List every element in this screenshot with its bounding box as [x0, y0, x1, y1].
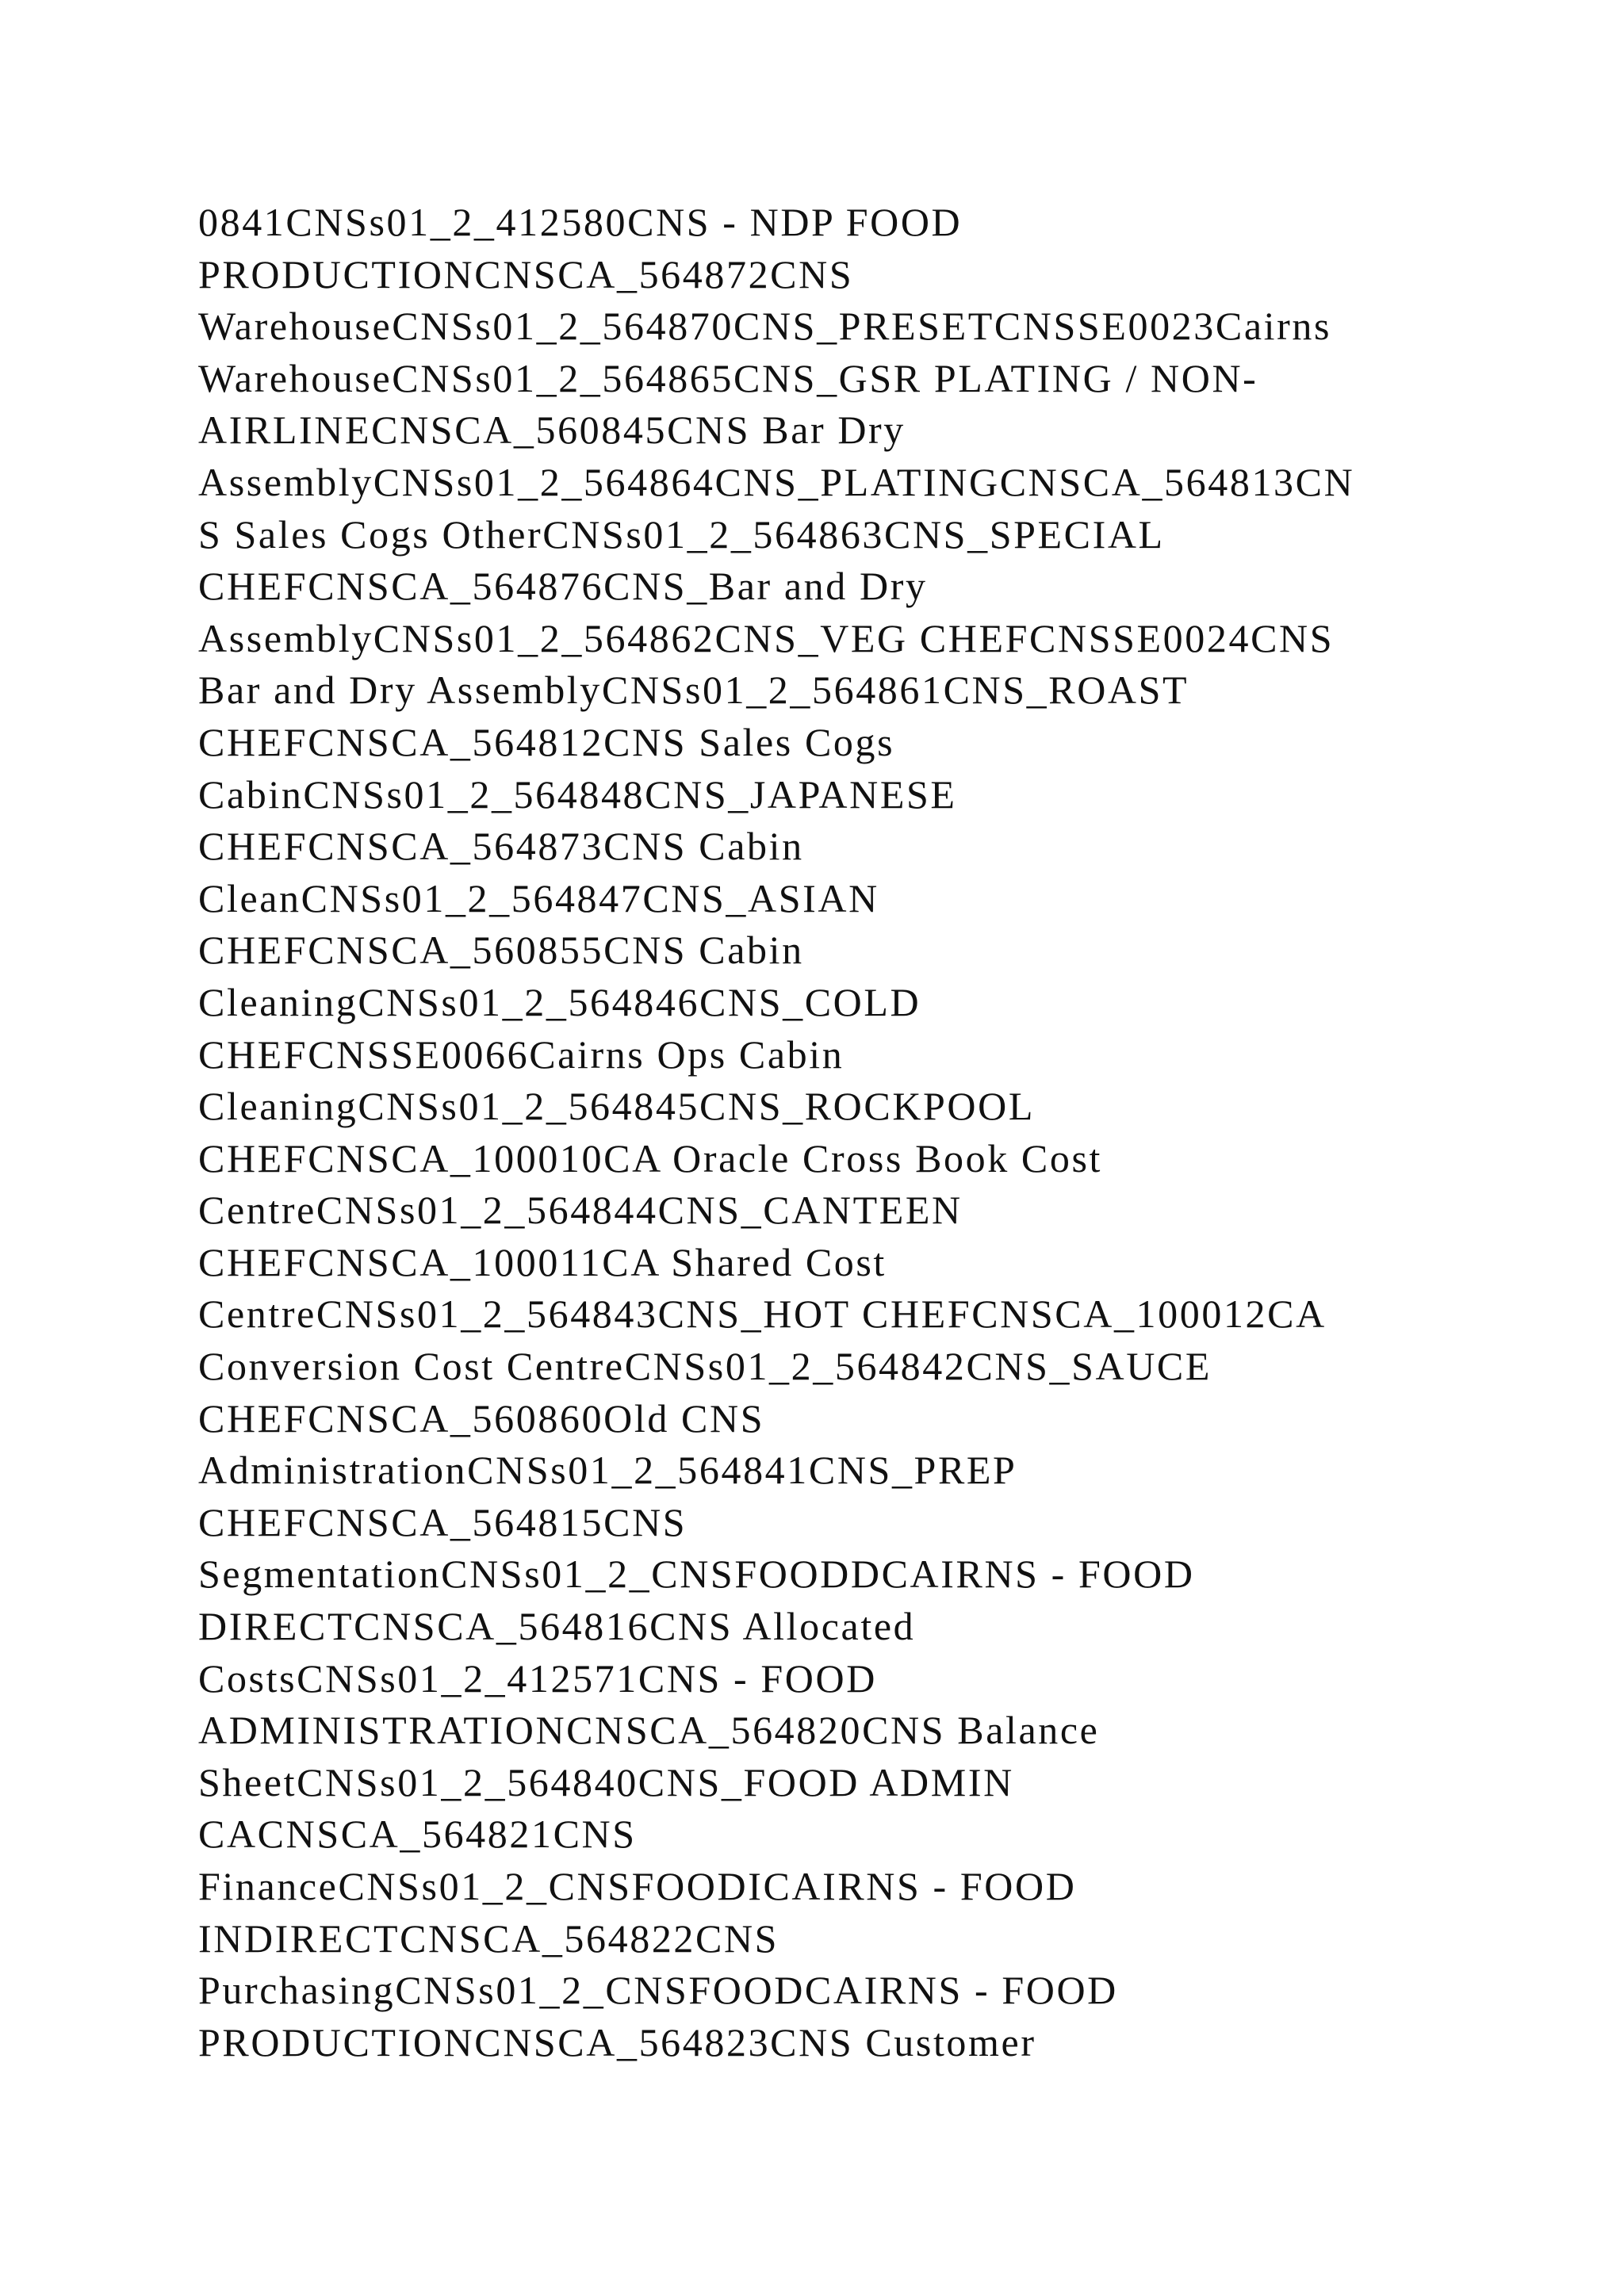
text-line: CHEFCNSSE0066Cairns Ops Cabin: [198, 1031, 845, 1077]
text-line: AdministrationCNSs01_2_564841CNS_PREP: [198, 1448, 1017, 1493]
text-line: WarehouseCNSs01_2_564870CNS_PRESETCNSSE0023Cairns: [198, 304, 1332, 349]
text-line: PRODUCTIONCNSCA_564872CNS: [198, 251, 854, 297]
text-line: CentreCNSs01_2_564843CNS_HOT CHEFCNSCA_100012CA: [198, 1292, 1327, 1337]
text-line: CleanCNSs01_2_564847CNS_ASIAN: [198, 875, 879, 920]
text-line: CleaningCNSs01_2_564845CNS_ROCKPOOL: [198, 1084, 1035, 1129]
text-line: AssemblyCNSs01_2_564864CNS_PLATINGCNSCA_564813CN: [198, 459, 1355, 504]
text-line: Conversion Cost CentreCNSs01_2_564842CNS_SAUCE: [198, 1344, 1212, 1389]
text-line: PRODUCTIONCNSCA_564823CNS Customer: [198, 2019, 1036, 2064]
text-line: CHEFCNSCA_560855CNS Cabin: [198, 928, 804, 973]
text-line: CHEFCNSCA_564873CNS Cabin: [198, 824, 804, 869]
text-line: WarehouseCNSs01_2_564865CNS_GSR PLATING / NON-: [198, 355, 1258, 400]
text-line: CHEFCNSCA_564876CNS_Bar and Dry: [198, 564, 928, 609]
text-line: AssemblyCNSs01_2_564862CNS_VEG CHEFCNSSE0024CNS: [198, 615, 1335, 660]
text-line: CHEFCNSCA_100011CA Shared Cost: [198, 1239, 887, 1284]
document-body: [198, 197, 1507, 2068]
text-line: CostsCNSs01_2_412571CNS - FOOD: [198, 1655, 877, 1701]
text-line: CHEFCNSCA_564815CNS: [198, 1499, 688, 1544]
text-line: CACNSCA_564821CNS: [198, 1812, 637, 1857]
text-line: AIRLINECNSCA_560845CNS Bar Dry: [198, 408, 906, 453]
text-line: FinanceCNSs01_2_CNSFOODICAIRNS - FOOD: [198, 1864, 1077, 1908]
text-line: CabinCNSs01_2_564848CNS_JAPANESE: [198, 771, 957, 817]
text-line: CentreCNSs01_2_564844CNS_CANTEEN: [198, 1188, 963, 1233]
text-line: 0841CNSs01_2_412580CNS - NDP FOOD: [198, 200, 963, 244]
text-line: SheetCNSs01_2_564840CNS_FOOD ADMIN: [198, 1759, 1014, 1804]
text-line: INDIRECTCNSCA_564822CNS: [198, 1915, 779, 1961]
text-line: CleaningCNSs01_2_564846CNS_COLD: [198, 979, 921, 1024]
text-line: S Sales Cogs OtherCNSs01_2_564863CNS_SPECIAL: [198, 511, 1165, 557]
text-line: PurchasingCNSs01_2_CNSFOODCAIRNS - FOOD: [198, 1968, 1118, 2013]
text-line: CHEFCNSCA_564812CNS Sales Cogs: [198, 719, 895, 764]
text-line: CHEFCNSCA_100010CA Oracle Cross Book Cost: [198, 1135, 1103, 1181]
text-line: DIRECTCNSCA_564816CNS Allocated: [198, 1604, 916, 1649]
text-line: ADMINISTRATIONCNSCA_564820CNS Balance: [198, 1708, 1100, 1753]
text-line: Bar and Dry AssemblyCNSs01_2_564861CNS_ROAST: [198, 668, 1189, 713]
text-line: SegmentationCNSs01_2_CNSFOODDCAIRNS - FOOD: [198, 1552, 1195, 1597]
text-line: CHEFCNSCA_560860Old CNS: [198, 1395, 765, 1441]
